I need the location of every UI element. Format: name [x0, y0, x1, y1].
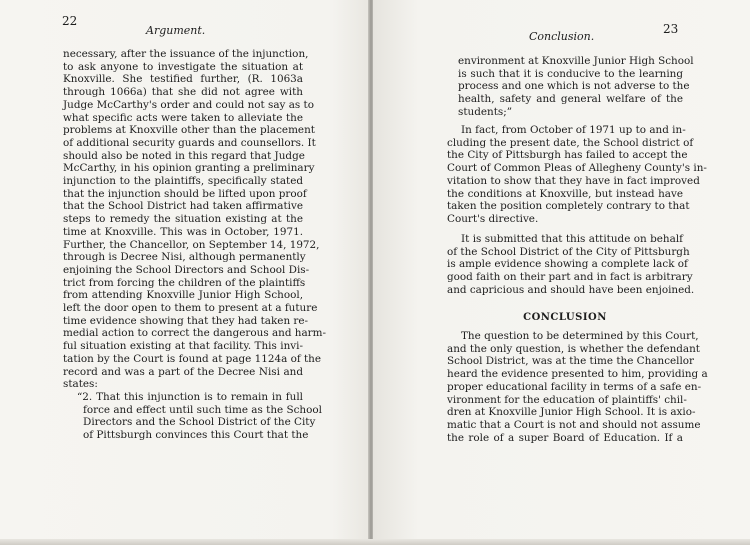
text-line: Judge McCarthy's order and could not say as to: [63, 98, 314, 111]
text-line: the role of a super Board of Education. If a: [447, 431, 683, 444]
right-running-head: Conclusion.: [529, 30, 595, 43]
text-line: of additional security guards and counsellors. It: [63, 136, 316, 149]
quote-line: environment at Knoxville Junior High School: [458, 55, 694, 67]
text-line: time evidence showing that they had taken re-: [63, 314, 309, 327]
quote-line: “2. That this injunction is to remain in full: [77, 390, 303, 403]
quote-line: students;”: [458, 105, 513, 118]
text-line: The question to be determined by this Court,: [461, 330, 699, 342]
left-page: [0, 0, 369, 545]
text-line: of the School District of the City of Pittsburgh: [447, 245, 690, 258]
text-line: trict from forcing the children of the plaintiffs: [63, 276, 306, 289]
text-line: good faith on their part and in fact is arbitrary: [447, 271, 693, 284]
quote-line: health, safety and general welfare of the: [458, 93, 683, 106]
paragraph-in-fact: [447, 124, 707, 226]
text-line: Court of Common Pleas of Allegheny County's in-: [447, 162, 707, 175]
text-line: and the only question, is whether the defendant: [447, 342, 700, 355]
text-line: from attending Knoxville Junior High School,: [63, 289, 303, 302]
text-line: Further, the Chancellor, on September 14, 1972,: [63, 238, 320, 251]
left-running-head: Argument.: [146, 24, 206, 37]
text-line: Court's directive.: [447, 212, 539, 225]
left-page-number: 22: [62, 14, 78, 28]
quote-line: is such that it is conducive to the learning: [458, 67, 683, 80]
text-line: the City of Pittsburgh has failed to accept the: [447, 149, 688, 162]
text-line: Knoxville. She testified further, (R. 1063a: [63, 73, 303, 86]
text-line: McCarthy, in his opinion granting a preliminary: [63, 162, 315, 175]
text-line: to ask anyone to investigate the situation at: [63, 60, 303, 73]
quote-line: of Pittsburgh convinces this Court that the: [83, 429, 309, 442]
text-line: heard the evidence presented to him, providing a: [447, 368, 708, 381]
quote-line: Directors and the School District of the City: [83, 416, 316, 429]
text-line: injunction to the plaintiffs, specifically stated: [63, 175, 303, 188]
text-line: time at Knoxville. This was in October, 1971.: [63, 225, 303, 238]
text-line: ful situation existing at that facility. This invi-: [63, 340, 303, 353]
right-quote-block: [458, 55, 694, 119]
text-line: vironment for the education of plaintiffs' chil-: [447, 393, 687, 406]
text-line: It is submitted that this attitude on behalf: [461, 233, 683, 245]
text-line: through 1066a) that she did not agree with: [63, 86, 303, 99]
left-quote-block: [77, 390, 322, 442]
left-body-text: [63, 48, 327, 442]
text-line: that the School District had taken affirmative: [63, 200, 303, 213]
text-line: proper educational facility in terms of a safe en-: [447, 380, 702, 393]
text-line: In fact, from October of 1971 up to and in-: [461, 124, 686, 136]
text-line: medial action to correct the dangerous and harm-: [63, 327, 327, 340]
text-line: taken the position completely contrary to that: [447, 200, 690, 213]
text-line: and capricious and should have been enjoined.: [447, 283, 695, 296]
text-line: steps to remedy the situation existing at the: [63, 213, 303, 226]
right-page: [373, 0, 750, 545]
text-line: should also be noted in this regard that Judge: [63, 149, 305, 162]
page-bottom-edge: [0, 539, 750, 545]
text-line: School District, was at the time the Chancellor: [447, 355, 695, 368]
text-line: is ample evidence showing a complete lack of: [447, 258, 688, 271]
text-line: record and was a part of the Decree Nisi and: [63, 365, 303, 378]
paragraph-conclusion: [447, 330, 708, 444]
paragraph-submitted: [447, 233, 695, 297]
text-line: dren at Knoxville Junior High School. It is axio-: [447, 406, 696, 419]
text-line: necessary, after the issuance of the injunction,: [63, 48, 309, 60]
quote-line: process and one which is not adverse to the: [458, 80, 690, 93]
text-line: vitation to show that they have in fact improved: [447, 174, 700, 187]
text-line: matic that a Court is not and should not assume: [447, 418, 701, 431]
text-line: tation by the Court is found at page 1124a of the: [63, 352, 321, 365]
section-heading: CONCLUSION: [523, 312, 607, 323]
text-line: the conditions at Knoxville, but instead have: [447, 187, 683, 200]
right-page-number: 23: [663, 22, 679, 36]
text-line: through is Decree Nisi, although permanently: [63, 251, 306, 264]
text-line: states:: [63, 378, 98, 391]
quote-line: force and effect until such time as the School: [83, 403, 322, 416]
text-line: problems at Knoxville other than the placement: [63, 124, 315, 137]
text-line: enjoining the School Directors and School Dis-: [63, 263, 310, 276]
text-line: cluding the present date, the School district of: [447, 136, 694, 149]
text-line: that the injunction should be lifted upon proof: [63, 187, 307, 200]
text-line: what specific acts were taken to alleviate the: [63, 111, 303, 124]
text-line: left the door open to them to present at a future: [63, 302, 318, 315]
